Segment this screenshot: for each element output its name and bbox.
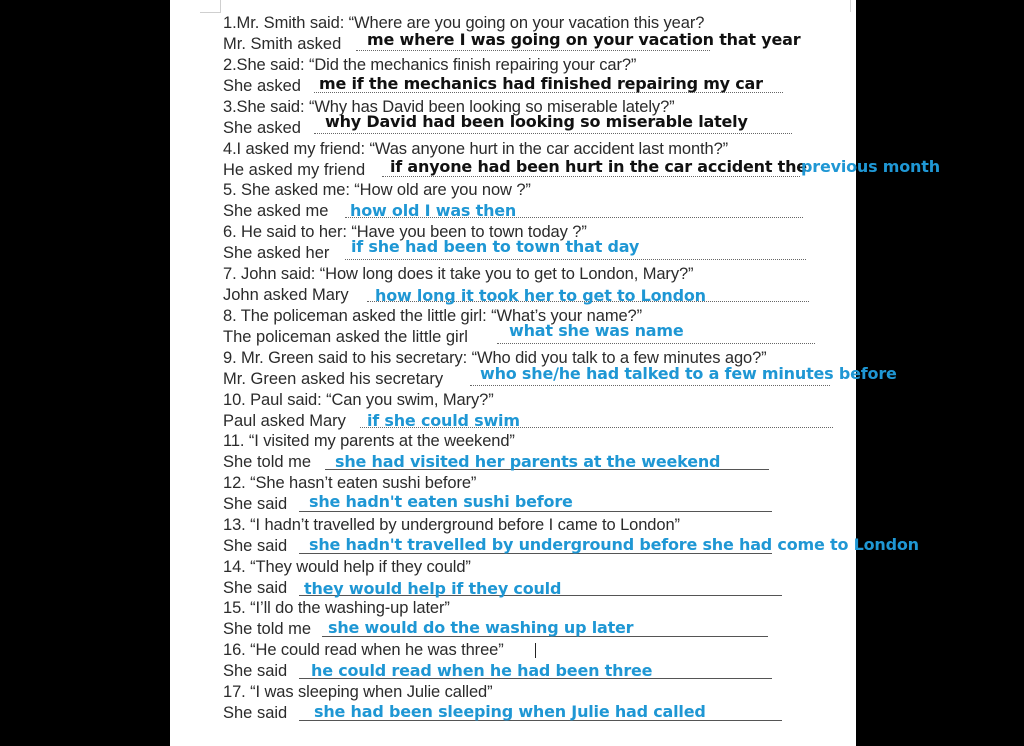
answer-13: she hadn't travelled by underground before she had come to London (309, 535, 919, 554)
answer-9: who she/he had talked to a few minutes before (480, 364, 897, 383)
prompt-10: Paul asked Mary (223, 412, 346, 430)
question-5: 5. She asked me: “How old are you now ?” (223, 181, 531, 199)
question-13: 13. “I hadn’t travelled by underground before I came to London” (223, 516, 680, 534)
answer-line-3 (314, 133, 792, 134)
answer-8: what she was name (509, 321, 684, 340)
prompt-8: The policeman asked the little girl (223, 328, 468, 346)
answer-7: how long it took her to get to London (375, 286, 706, 305)
question-4: 4.I asked my friend: “Was anyone hurt in the car accident last month?” (223, 140, 729, 158)
question-3: 3.She said: “Why has David been looking so miserable lately?” (223, 98, 675, 116)
answer-5: how old I was then (350, 201, 517, 220)
question-11: 11. “I visited my parents at the weekend” (223, 432, 515, 450)
prompt-5: She asked me (223, 202, 329, 220)
answer-4-extra: previous month (801, 157, 940, 176)
question-2: 2.She said: “Did the mechanics finish repairing your car?” (223, 56, 637, 74)
prompt-9: Mr. Green asked his secretary (223, 370, 444, 388)
answer-15: she would do the washing up later (328, 618, 634, 637)
prompt-14: She said (223, 579, 288, 597)
question-6: 6. He said to her: “Have you been to town today ?” (223, 223, 587, 241)
answer-line-1 (356, 50, 710, 51)
answer-line-9 (470, 385, 830, 386)
question-12: 12. “She hasn’t eaten sushi before” (223, 474, 477, 492)
answer-1: me where I was going on your vacation that year (367, 30, 801, 49)
answer-11: she had visited her parents at the weekend (335, 452, 721, 471)
prompt-11: She told me (223, 453, 312, 471)
prompt-13: She said (223, 537, 288, 555)
question-8: 8. The policeman asked the little girl: “What’s your name?” (223, 307, 643, 325)
prompt-12: She said (223, 495, 288, 513)
question-9: 9. Mr. Green said to his secretary: “Who did you talk to a few minutes ago?” (223, 349, 767, 367)
question-1: 1.Mr. Smith said: “Where are you going on your vacation this year? (223, 14, 705, 32)
answer-line-8 (497, 343, 815, 344)
prompt-4: He asked my friend (223, 161, 366, 179)
answer-6: if she had been to town that day (351, 237, 640, 256)
prompt-2: She asked (223, 77, 301, 95)
text-cursor (535, 643, 536, 658)
answer-16: he could read when he had been three (311, 661, 653, 680)
question-14: 14. “They would help if they could” (223, 558, 471, 576)
prompt-6: She asked her (223, 244, 330, 262)
prompt-15: She told me (223, 620, 312, 638)
answer-line-12 (299, 511, 772, 512)
question-17: 17. “I was sleeping when Julie called” (223, 683, 493, 701)
answer-17: she had been sleeping when Julie had called (314, 702, 706, 721)
answer-2: me if the mechanics had finished repairing my car (319, 74, 763, 93)
answer-12: she hadn't eaten sushi before (309, 492, 573, 511)
page-edge-mark (850, 0, 851, 12)
answer-14: they would help if they could (304, 579, 562, 598)
answer-10: if she could swim (367, 411, 520, 430)
question-15: 15. “I’ll do the washing-up later” (223, 599, 450, 617)
prompt-7: John asked Mary (223, 286, 349, 304)
answer-line-6 (345, 259, 806, 260)
prompt-3: She asked (223, 119, 301, 137)
answer-4: if anyone had been hurt in the car accident the (390, 157, 807, 176)
answer-3: why David had been looking so miserable lately (325, 112, 748, 131)
question-16: 16. “He could read when he was three” (223, 641, 504, 659)
question-7: 7. John said: “How long does it take you to get to London, Mary?” (223, 265, 694, 283)
page-corner-mark (200, 0, 221, 13)
answer-line-4 (382, 176, 800, 177)
prompt-17: She said (223, 704, 288, 722)
prompt-1: Mr. Smith asked (223, 35, 342, 53)
question-10: 10. Paul said: “Can you swim, Mary?” (223, 391, 494, 409)
prompt-16: She said (223, 662, 288, 680)
